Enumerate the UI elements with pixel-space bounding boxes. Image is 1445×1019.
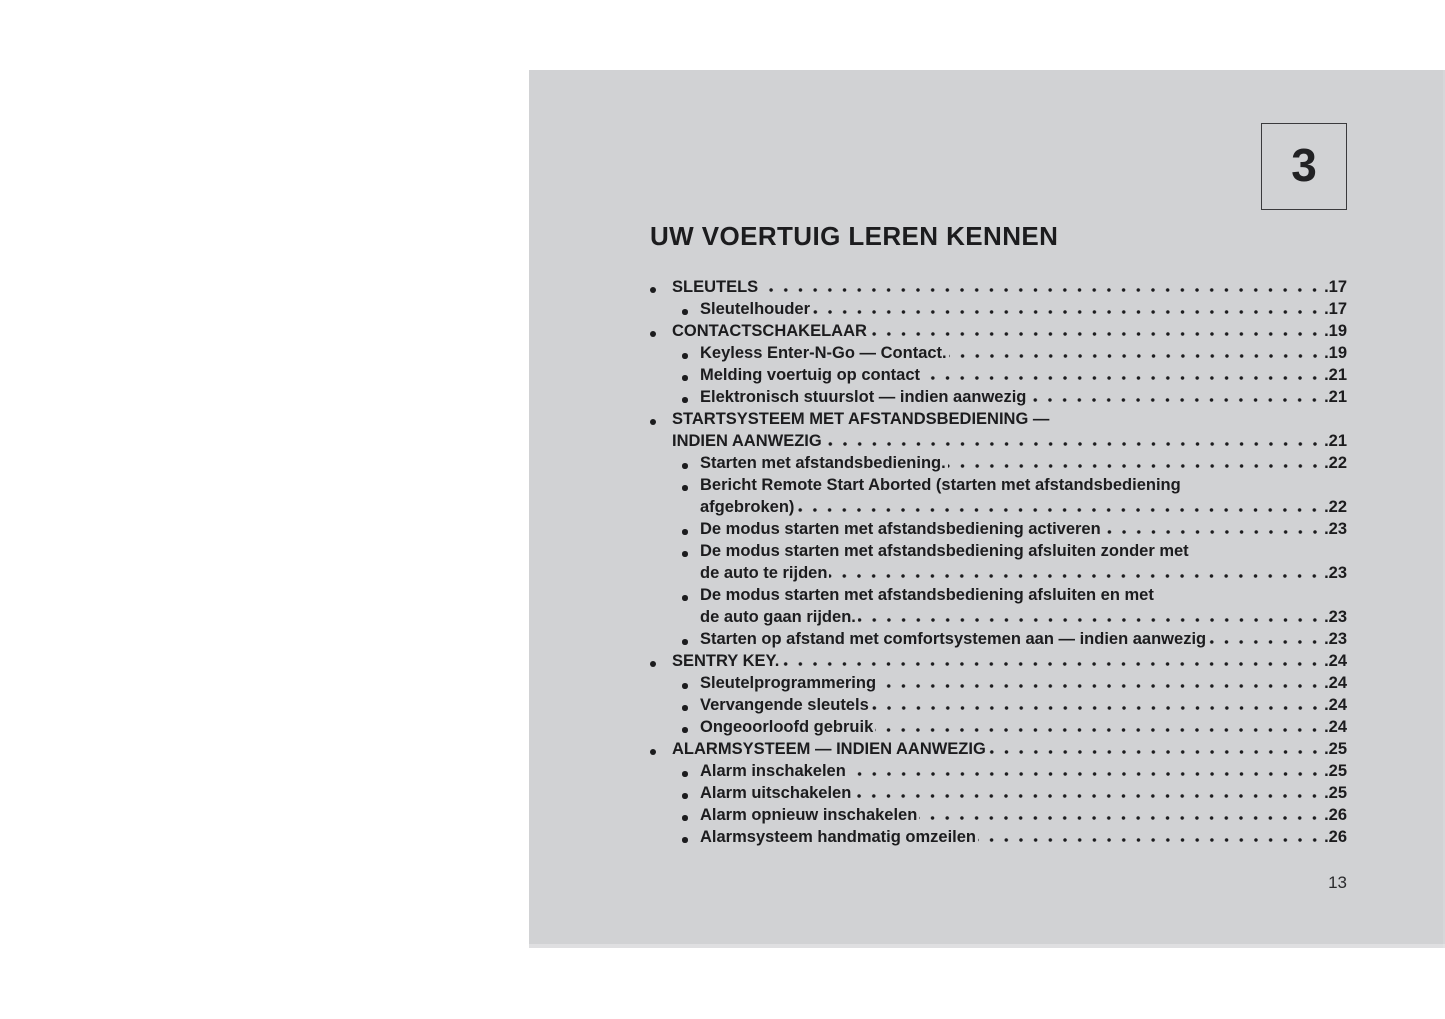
bullet-icon xyxy=(682,725,700,733)
toc-entry-page: .19 xyxy=(1324,344,1347,362)
toc-entry-page: .24 xyxy=(1324,696,1347,714)
toc-entry-label: Sleutelprogrammering xyxy=(700,674,877,692)
toc-entry-line xyxy=(650,520,1347,542)
bullet-icon xyxy=(682,549,700,557)
dot-leader xyxy=(922,376,1324,380)
toc-entry-page: .21 xyxy=(1324,366,1347,384)
dot-leader xyxy=(875,728,1324,732)
toc-entry-line xyxy=(650,542,1347,564)
toc-entry-label: de auto gaan rijden. xyxy=(700,608,856,626)
dot-leader xyxy=(824,442,1324,446)
bullet-icon xyxy=(682,593,700,601)
dot-leader xyxy=(919,816,1324,820)
toc-entry-line xyxy=(650,300,1347,322)
toc-entry-label: SLEUTELS xyxy=(672,278,759,296)
toc-entry-line xyxy=(650,806,1347,828)
dot-leader xyxy=(988,750,1324,754)
bullet-icon xyxy=(650,285,672,293)
toc-entry-page: .25 xyxy=(1324,740,1347,758)
bullet-icon xyxy=(650,329,672,337)
bullet-icon xyxy=(682,813,700,821)
toc-entry-line xyxy=(650,454,1347,476)
toc-entry-label: ALARMSYSTEEM — INDIEN AANWEZIG xyxy=(672,740,986,758)
toc-entry-page: .23 xyxy=(1324,630,1347,648)
bullet-icon xyxy=(682,373,700,381)
bullet-icon xyxy=(682,637,700,645)
table-of-contents xyxy=(650,278,1347,850)
bullet-icon xyxy=(682,307,700,315)
bullet-icon xyxy=(682,703,700,711)
toc-entry-label: Elektronisch stuurslot — indien aanwezig xyxy=(700,388,1027,406)
toc-entry-line xyxy=(650,784,1347,806)
toc-entry-line xyxy=(650,828,1347,850)
dot-leader xyxy=(1103,530,1324,534)
dot-leader xyxy=(829,574,1324,578)
toc-entry-page: .23 xyxy=(1324,608,1347,626)
toc-entry-line xyxy=(650,740,1347,762)
toc-entry-line xyxy=(650,432,1347,454)
toc-entry-page: .19 xyxy=(1324,322,1347,340)
chapter-number-box xyxy=(1261,123,1347,210)
toc-entry-line xyxy=(650,278,1347,300)
toc-entry-label: Alarmsysteem handmatig omzeilen xyxy=(700,828,977,846)
toc-entry-page: .23 xyxy=(1324,564,1347,582)
toc-entry-line xyxy=(650,410,1347,432)
toc-entry-line xyxy=(650,388,1347,410)
toc-entry-page: .25 xyxy=(1324,784,1347,802)
dot-leader xyxy=(858,618,1324,622)
page-number: 13 xyxy=(1328,873,1347,892)
toc-entry-line xyxy=(650,652,1347,674)
bullet-icon xyxy=(682,835,700,843)
bullet-icon xyxy=(682,527,700,535)
toc-entry-page: .25 xyxy=(1324,762,1347,780)
toc-entry-label: de auto te rijden xyxy=(700,564,828,582)
toc-entry-page: .22 xyxy=(1324,498,1347,516)
toc-entry-page: .17 xyxy=(1324,300,1347,318)
toc-entry-label: Alarm uitschakelen xyxy=(700,784,852,802)
toc-entry-label: Bericht Remote Start Aborted (starten met afstandsbediening xyxy=(700,476,1181,494)
toc-entry-page: .21 xyxy=(1324,432,1347,450)
toc-entry-label: Starten op afstand met comfortsystemen aan — indien aanwezig xyxy=(700,630,1207,648)
dot-leader xyxy=(948,464,1324,468)
page-title: UW VOERTUIG LEREN KENNEN xyxy=(650,221,1059,251)
bullet-icon xyxy=(650,747,672,755)
dot-leader xyxy=(812,310,1324,314)
bullet-icon xyxy=(682,791,700,799)
toc-entry-label: De modus starten met afstandsbediening activeren xyxy=(700,520,1101,538)
bullet-icon xyxy=(682,769,700,777)
toc-entry-page: .24 xyxy=(1324,674,1347,692)
dot-leader xyxy=(871,706,1324,710)
manual-page xyxy=(529,70,1445,948)
toc-entry-line xyxy=(650,344,1347,366)
dot-leader xyxy=(949,354,1324,358)
toc-entry-page: .26 xyxy=(1324,828,1347,846)
toc-entry-page: .24 xyxy=(1324,718,1347,736)
bullet-icon xyxy=(682,395,700,403)
toc-entry-label: De modus starten met afstandsbediening afsluiten zonder met xyxy=(700,542,1189,560)
bullet-icon xyxy=(682,461,700,469)
toc-entry-label: Melding voertuig op contact xyxy=(700,366,921,384)
toc-entry-label: De modus starten met afstandsbediening afsluiten en met xyxy=(700,586,1154,604)
toc-entry-page: .24 xyxy=(1324,652,1347,670)
dot-leader xyxy=(796,508,1324,512)
toc-entry-label: Ongeoorloofd gebruik xyxy=(700,718,874,736)
toc-entry-label: afgebroken) xyxy=(700,498,795,516)
toc-entry-line xyxy=(650,608,1347,630)
toc-entry-line xyxy=(650,630,1347,652)
toc-entry-label: Vervangende sleutels xyxy=(700,696,869,714)
dot-leader xyxy=(853,794,1324,798)
bullet-icon xyxy=(682,351,700,359)
toc-entry-label: Alarm inschakelen xyxy=(700,762,846,780)
bullet-icon xyxy=(682,681,700,689)
toc-entry-label: Keyless Enter-N-Go — Contact. xyxy=(700,344,947,362)
bullet-icon xyxy=(682,483,700,491)
toc-entry-line xyxy=(650,476,1347,498)
toc-entry-line xyxy=(650,762,1347,784)
toc-entry-page: .26 xyxy=(1324,806,1347,824)
toc-entry-line xyxy=(650,696,1347,718)
toc-entry-label: CONTACTSCHAKELAAR xyxy=(672,322,867,340)
toc-entry-page: .17 xyxy=(1324,278,1347,296)
dot-leader xyxy=(1208,640,1324,644)
dot-leader xyxy=(760,288,1324,292)
dot-leader xyxy=(869,332,1324,336)
toc-entry-line xyxy=(650,586,1347,608)
toc-entry-label: Alarm opnieuw inschakelen xyxy=(700,806,918,824)
toc-entry-line xyxy=(650,564,1347,586)
toc-entry-label: Sleutelhouder xyxy=(700,300,811,318)
toc-entry-line xyxy=(650,322,1347,344)
dot-leader xyxy=(978,838,1324,842)
dot-leader xyxy=(1028,398,1324,402)
dot-leader xyxy=(848,772,1324,776)
bullet-icon xyxy=(650,659,672,667)
toc-entry-line xyxy=(650,498,1347,520)
chapter-number: 3 xyxy=(1291,138,1317,191)
toc-entry-page: .22 xyxy=(1324,454,1347,472)
toc-entry-label: INDIEN AANWEZIG xyxy=(672,432,822,450)
toc-entry-line xyxy=(650,674,1347,696)
toc-entry-label: STARTSYSTEEM MET AFSTANDSBEDIENING — xyxy=(672,410,1050,428)
toc-entry-line xyxy=(650,366,1347,388)
toc-entry-page: .23 xyxy=(1324,520,1347,538)
bullet-icon xyxy=(650,417,672,425)
dot-leader xyxy=(781,662,1324,666)
dot-leader xyxy=(878,684,1324,688)
toc-entry-label: SENTRY KEY. xyxy=(672,652,780,670)
toc-entry-page: .21 xyxy=(1324,388,1347,406)
toc-entry-line xyxy=(650,718,1347,740)
toc-entry-label: Starten met afstandsbediening. xyxy=(700,454,946,472)
